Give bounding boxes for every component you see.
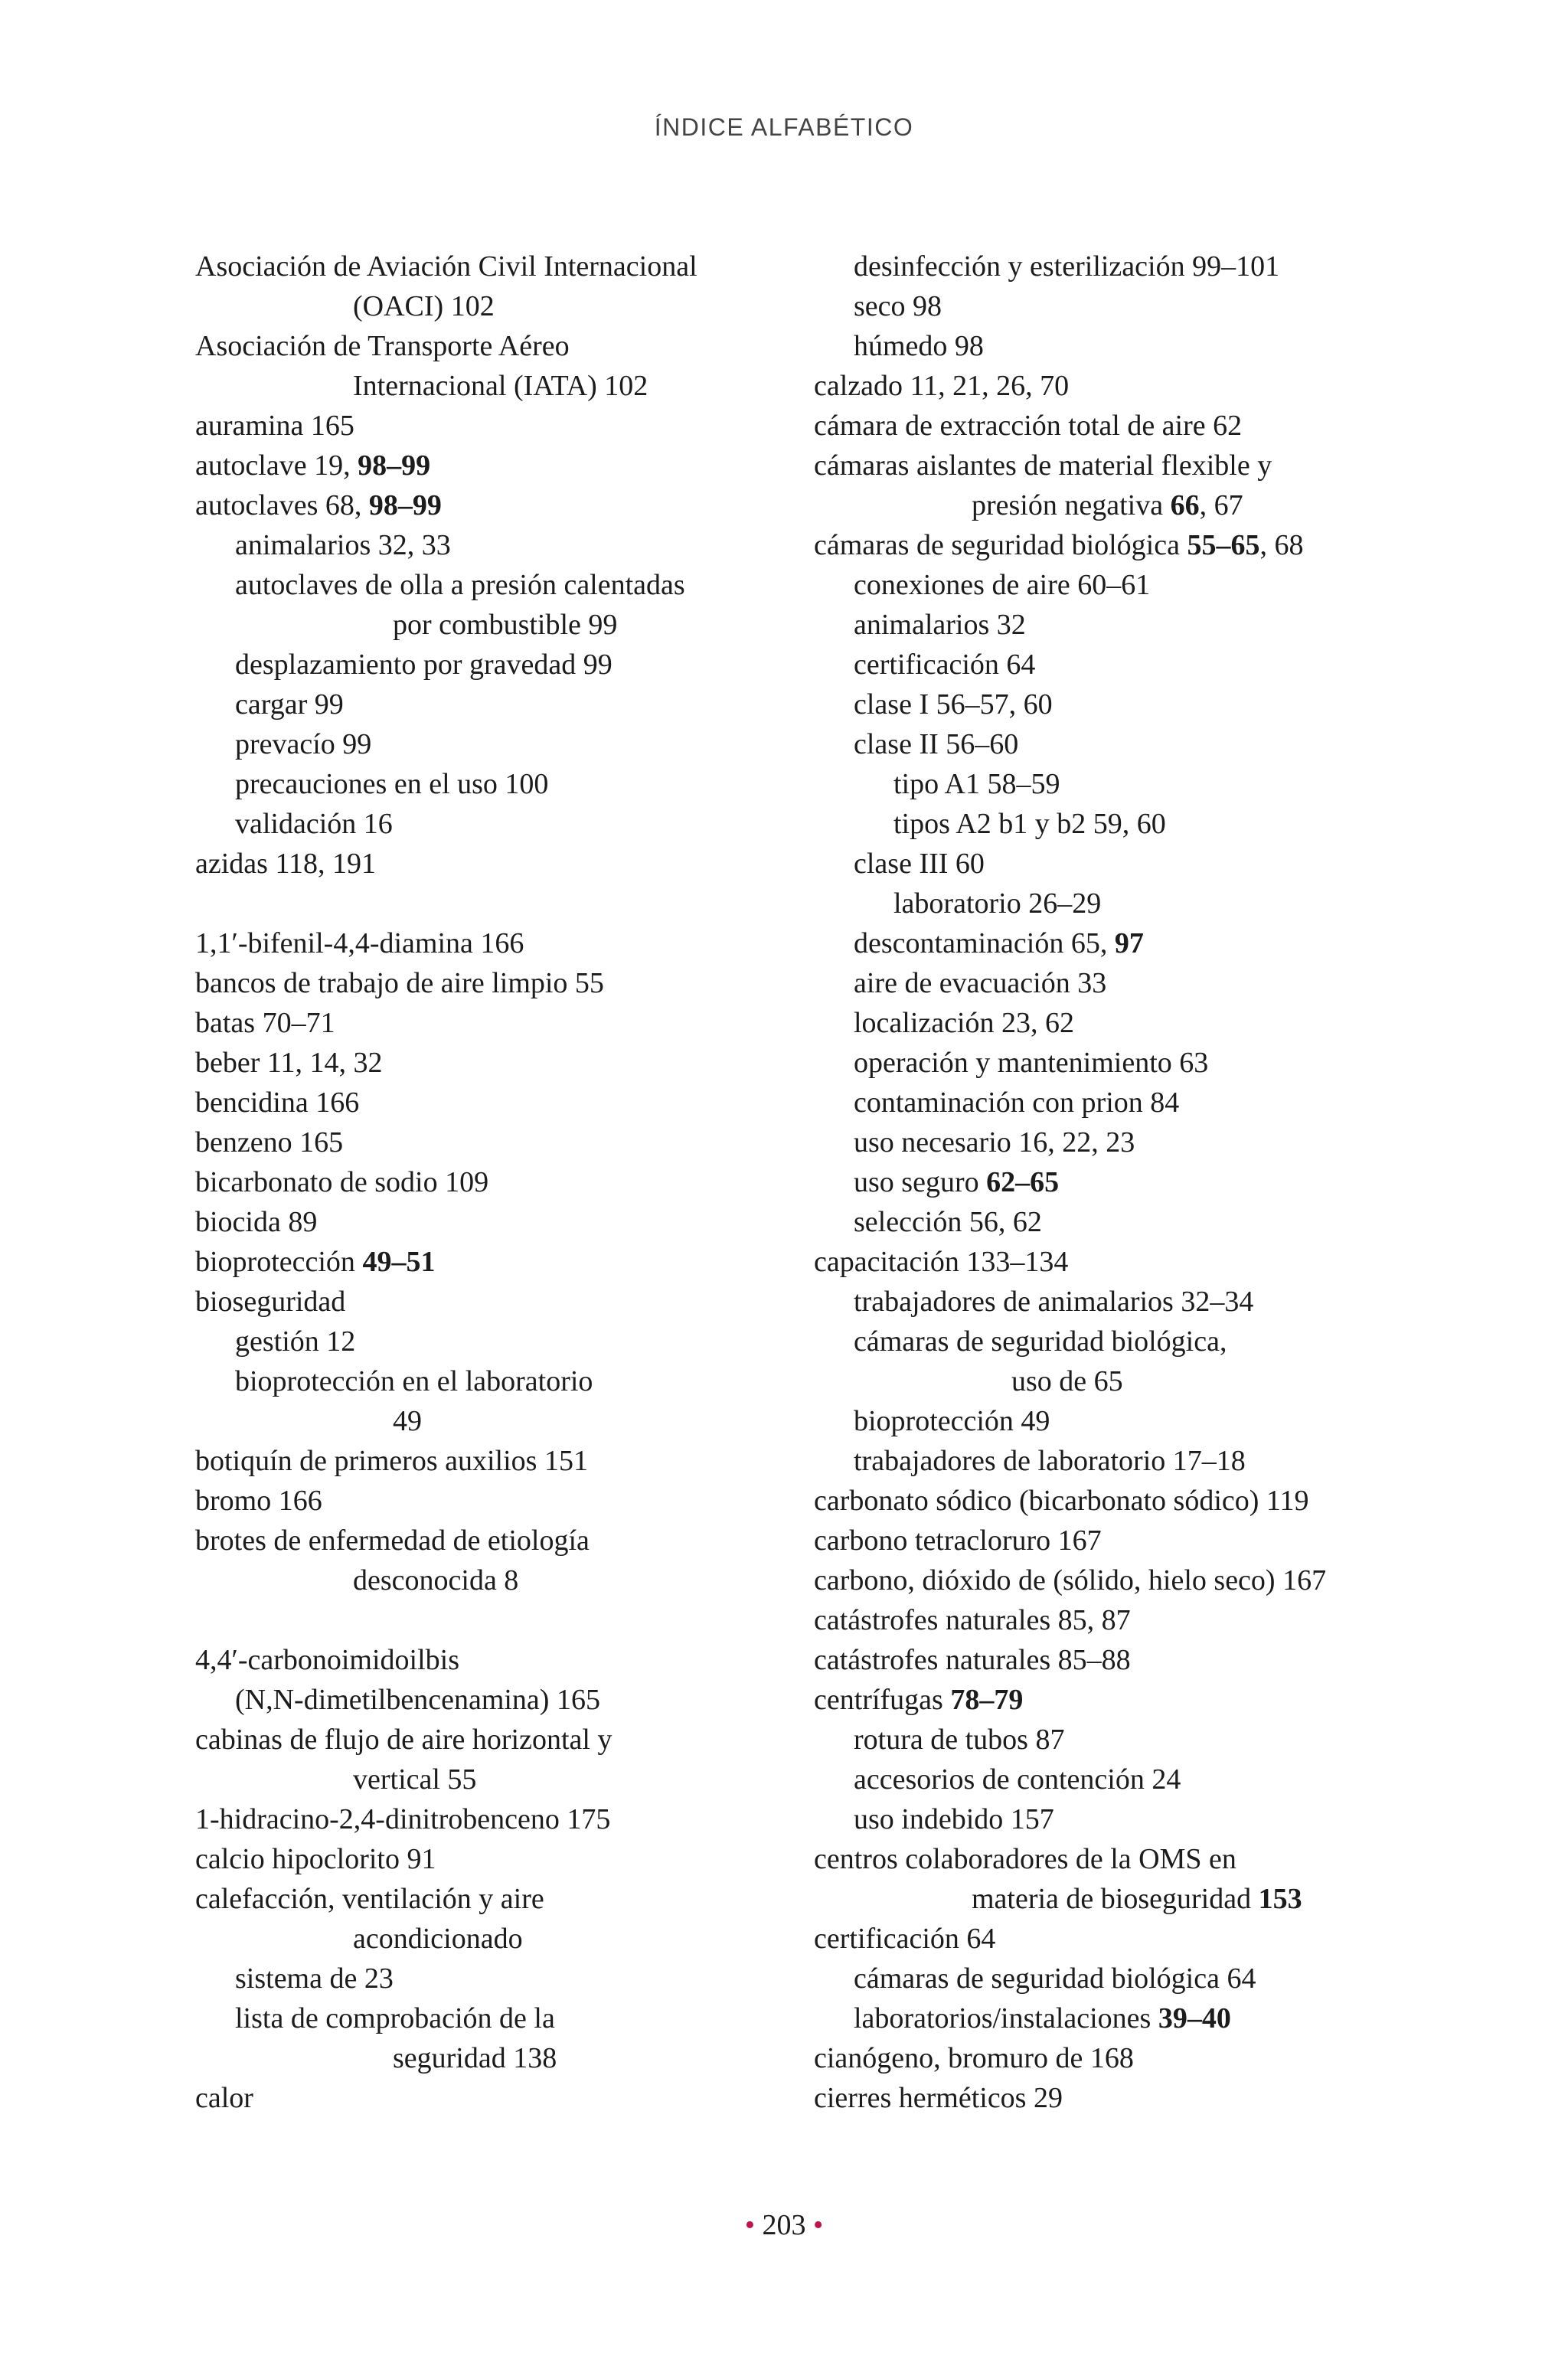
entry-text: batas 70–71: [195, 1007, 335, 1039]
index-subentry: [814, 605, 1396, 645]
index-subentry: [814, 565, 1396, 605]
index-subentry: [814, 844, 1396, 884]
entry-text: bencidina 166: [195, 1087, 360, 1119]
index-subentry: [814, 326, 1396, 366]
bold-page-ref: 62–65: [986, 1166, 1060, 1198]
entry-continuation: [393, 2038, 838, 2078]
index-entry: [814, 406, 1396, 446]
entry-text: uso de 65: [1011, 1365, 1123, 1397]
entry-text: catástrofes naturales 85–88: [814, 1644, 1131, 1676]
entry-text: seguridad 138: [393, 2042, 557, 2074]
entry-text: bancos de trabajo de aire limpio 55: [195, 967, 604, 999]
entry-text: bioprotección 49: [854, 1405, 1050, 1437]
index-entry: [195, 1481, 838, 1521]
entry-text: certificación 64: [814, 1923, 996, 1955]
entry-text: gestión 12: [235, 1325, 356, 1358]
entry-text: 1,1′-bifenil-4,4-diamina 166: [195, 927, 524, 959]
index-subentry: [814, 1282, 1396, 1322]
index-entry: [195, 1162, 838, 1202]
entry-text: trabajadores de laboratorio 17–18: [854, 1445, 1246, 1477]
entry-text: uso seguro: [854, 1166, 987, 1198]
entry-text: accesorios de contención 24: [854, 1763, 1181, 1796]
entry-text: certificación 64: [854, 649, 1036, 681]
index-subentry: [814, 764, 1396, 804]
bold-page-ref: 98–99: [358, 449, 431, 482]
index-entry: [195, 844, 838, 884]
bold-page-ref: 78–79: [950, 1684, 1024, 1716]
index-entry: [814, 525, 1396, 565]
entry-text: laboratorios/instalaciones: [854, 2002, 1158, 2034]
entry-text: cámaras aislantes de material flexible y: [814, 449, 1272, 482]
entry-text: descontaminación 65,: [854, 927, 1115, 959]
bold-page-ref: 98–99: [368, 489, 442, 521]
entry-text: carbono, dióxido de (sólido, hielo seco) 167: [814, 1564, 1327, 1596]
entry-text: catástrofes naturales 85, 87: [814, 1604, 1131, 1636]
index-entry: [195, 1441, 838, 1481]
entry-text: calefacción, ventilación y aire: [195, 1883, 544, 1915]
index-subentry: [195, 764, 838, 804]
index-entry: [814, 366, 1396, 406]
bold-page-ref: 49–51: [362, 1246, 436, 1278]
index-subentry: [195, 525, 838, 565]
entry-text: autoclaves 68,: [195, 489, 369, 521]
page-number-value: 203: [762, 2209, 806, 2241]
entry-text: centrífugas: [814, 1684, 951, 1716]
index-subentry: [814, 1083, 1396, 1123]
entry-text: tipo A1 58–59: [893, 768, 1060, 800]
entry-text: vertical 55: [353, 1763, 477, 1796]
index-subentry: [814, 286, 1396, 326]
entry-text: presión negativa: [972, 489, 1171, 521]
index-subentry: [195, 804, 838, 844]
entry-text: autoclaves de olla a presión calentadas: [235, 569, 685, 601]
entry-text: operación y mantenimiento 63: [854, 1047, 1209, 1079]
index-entry: [195, 406, 838, 446]
entry-text: carbono tetracloruro 167: [814, 1525, 1102, 1557]
index-entry: [814, 1839, 1396, 1919]
index-subentry: [195, 645, 838, 685]
index-column-left: [195, 247, 838, 2118]
entry-text: desconocida 8: [353, 1564, 519, 1596]
page-number: [0, 2208, 1568, 2242]
entry-text: , 67: [1199, 489, 1243, 521]
entry-text: cianógeno, bromuro de 168: [814, 2042, 1134, 2074]
entry-text: azidas 118, 191: [195, 848, 377, 880]
index-entry: [195, 1083, 838, 1123]
entry-text: bioprotección: [195, 1246, 363, 1278]
entry-text: 4,4′-carbonoimidoilbis: [195, 1644, 459, 1676]
index-subentry: [814, 1003, 1396, 1043]
index-entry: [814, 1680, 1396, 1720]
index-entry: [814, 1600, 1396, 1640]
index-entry: [195, 1879, 838, 1959]
entry-text: 1-hidracino-2,4-dinitrobenceno 175: [195, 1803, 611, 1835]
entry-text: animalarios 32: [854, 609, 1026, 641]
entry-text: selección 56, 62: [854, 1206, 1042, 1238]
entry-text: beber 11, 14, 32: [195, 1047, 383, 1079]
entry-continuation: [972, 1879, 1396, 1919]
index-subentry: [814, 645, 1396, 685]
entry-text: desplazamiento por gravedad 99: [235, 649, 612, 681]
index-subentry: [814, 1202, 1396, 1242]
index-subentry: [814, 1998, 1396, 2038]
index-entry: [195, 963, 838, 1003]
entry-continuation: [393, 1401, 838, 1441]
index-subentry: [814, 1322, 1396, 1401]
entry-text: brotes de enfermedad de etiología: [195, 1525, 590, 1557]
index-subentry: [814, 1162, 1396, 1202]
entry-text: cierres herméticos 29: [814, 2082, 1063, 2114]
entry-text: cámaras de seguridad biológica 64: [854, 1962, 1256, 1995]
index-entry: [814, 1242, 1396, 1282]
index-subentry: [814, 1123, 1396, 1162]
index-entry: [195, 1282, 838, 1322]
index-entry: [814, 1521, 1396, 1560]
page-number-bullet-left: •: [744, 2209, 755, 2241]
index-subentry: [814, 884, 1396, 923]
entry-text: validación 16: [235, 808, 393, 840]
index-entry: [195, 1839, 838, 1879]
entry-text: 49: [393, 1405, 422, 1437]
index-subentry: [814, 1043, 1396, 1083]
index-subentry: [814, 1441, 1396, 1481]
entry-text: centros colaboradores de la OMS en: [814, 1843, 1236, 1875]
entry-text: tipos A2 b1 y b2 59, 60: [893, 808, 1166, 840]
bold-page-ref: 97: [1114, 927, 1144, 959]
page-number-bullet-right: •: [813, 2209, 824, 2241]
entry-text: contaminación con prion 84: [854, 1087, 1180, 1119]
index-entry: [814, 1481, 1396, 1521]
index-entry: [195, 1799, 838, 1839]
index-entry: [195, 1242, 838, 1282]
entry-text: materia de bioseguridad: [972, 1883, 1259, 1915]
index-entry: [195, 1003, 838, 1043]
index-column-right: [814, 247, 1396, 2118]
entry-continuation: [353, 286, 838, 326]
index-subentry: [814, 685, 1396, 724]
entry-text: calcio hipoclorito 91: [195, 1843, 436, 1875]
entry-text: prevacío 99: [235, 728, 372, 760]
entry-text: húmedo 98: [854, 330, 984, 362]
index-entry: [195, 485, 838, 525]
entry-text: autoclave 19,: [195, 449, 358, 482]
index-entry: [195, 446, 838, 485]
index-entry: [814, 2078, 1396, 2118]
entry-text: (N,N-dimetilbencenamina) 165: [235, 1684, 600, 1716]
bold-page-ref: 55–65: [1187, 529, 1260, 561]
entry-text: precauciones en el uso 100: [235, 768, 549, 800]
entry-continuation: [353, 1919, 838, 1959]
entry-text: Internacional (IATA) 102: [353, 370, 648, 402]
index-entry: [195, 923, 838, 963]
index-subentry: [814, 1760, 1396, 1799]
index-subentry: [195, 565, 838, 645]
entry-continuation: [353, 1560, 838, 1600]
entry-text: uso necesario 16, 22, 23: [854, 1126, 1135, 1159]
entry-text: por combustible 99: [393, 609, 618, 641]
index-subentry: [814, 963, 1396, 1003]
index-entry: [814, 1640, 1396, 1680]
entry-text: , 68: [1259, 529, 1304, 561]
index-subentry: [814, 1401, 1396, 1441]
index-entry: [195, 1720, 838, 1799]
entry-continuation: [353, 366, 838, 406]
index-subentry: [195, 1322, 838, 1361]
index-subentry: [195, 724, 838, 764]
entry-text: seco 98: [854, 290, 942, 322]
index-entry: [814, 2038, 1396, 2078]
index-subentry: [195, 1680, 838, 1720]
index-entry: [195, 247, 838, 326]
entry-text: biocida 89: [195, 1206, 318, 1238]
entry-text: laboratorio 26–29: [893, 887, 1102, 920]
entry-text: animalarios 32, 33: [235, 529, 451, 561]
entry-text: carbonato sódico (bicarbonato sódico) 119: [814, 1485, 1309, 1517]
entry-text: bicarbonato de sodio 109: [195, 1166, 489, 1198]
entry-text: (OACI) 102: [353, 290, 495, 322]
index-subentry: [195, 1959, 838, 1998]
bold-page-ref: 39–40: [1158, 2002, 1231, 2034]
entry-text: capacitación 133–134: [814, 1246, 1069, 1278]
entry-continuation: [353, 1760, 838, 1799]
entry-text: rotura de tubos 87: [854, 1724, 1065, 1756]
entry-text: calor: [195, 2082, 253, 2114]
index-subentry: [814, 247, 1396, 286]
entry-text: calzado 11, 21, 26, 70: [814, 370, 1070, 402]
entry-text: aire de evacuación 33: [854, 967, 1107, 999]
entry-text: acondicionado: [353, 1923, 523, 1955]
entry-text: benzeno 165: [195, 1126, 344, 1159]
entry-text: bioseguridad: [195, 1286, 346, 1318]
index-subentry: [814, 1720, 1396, 1760]
entry-text: conexiones de aire 60–61: [854, 569, 1151, 601]
index-entry: [814, 1919, 1396, 1959]
index-entry: [195, 1202, 838, 1242]
index-entry: [195, 1521, 838, 1600]
index-entry: [195, 326, 838, 406]
entry-text: bioprotección en el laboratorio: [235, 1365, 593, 1397]
entry-text: desinfección y esterilización 99–101: [854, 250, 1280, 283]
index-subentry: [814, 724, 1396, 764]
entry-text: cargar 99: [235, 688, 344, 721]
entry-text: Asociación de Transporte Aéreo: [195, 330, 570, 362]
entry-continuation: [1011, 1361, 1396, 1401]
entry-text: uso indebido 157: [854, 1803, 1054, 1835]
index-entry: [195, 2078, 838, 2118]
index-entry: [814, 446, 1396, 525]
entry-text: auramina 165: [195, 410, 354, 442]
entry-text: clase I 56–57, 60: [854, 688, 1053, 721]
entry-continuation: [972, 485, 1396, 525]
entry-text: lista de comprobación de la: [235, 2002, 555, 2034]
index-subentry: [195, 1361, 838, 1441]
index-entry: [195, 1640, 838, 1680]
entry-text: sistema de 23: [235, 1962, 394, 1995]
index-subentry: [195, 685, 838, 724]
index-subentry: [814, 1959, 1396, 1998]
index-entry: [814, 1560, 1396, 1600]
index-subentry: [195, 1998, 838, 2078]
running-head: ÍNDICE ALFABÉTICO: [654, 113, 914, 141]
index-entry: [195, 1123, 838, 1162]
entry-text: clase II 56–60: [854, 728, 1019, 760]
entry-text: Asociación de Aviación Civil Internacional: [195, 250, 697, 283]
bold-page-ref: 66: [1170, 489, 1200, 521]
entry-text: trabajadores de animalarios 32–34: [854, 1286, 1254, 1318]
entry-text: cabinas de flujo de aire horizontal y: [195, 1724, 612, 1756]
entry-text: botiquín de primeros auxilios 151: [195, 1445, 588, 1477]
index-entry: [195, 1043, 838, 1083]
entry-continuation: [393, 605, 838, 645]
entry-text: cámaras de seguridad biológica,: [854, 1325, 1227, 1358]
entry-text: cámaras de seguridad biológica: [814, 529, 1187, 561]
index-subentry: [814, 804, 1396, 844]
bold-page-ref: 153: [1258, 1883, 1302, 1915]
entry-text: cámara de extracción total de aire 62: [814, 410, 1243, 442]
entry-text: localización 23, 62: [854, 1007, 1075, 1039]
entry-text: clase III 60: [854, 848, 985, 880]
index-subentry: [814, 1799, 1396, 1839]
entry-text: bromo 166: [195, 1485, 322, 1517]
index-subentry: [814, 923, 1396, 963]
